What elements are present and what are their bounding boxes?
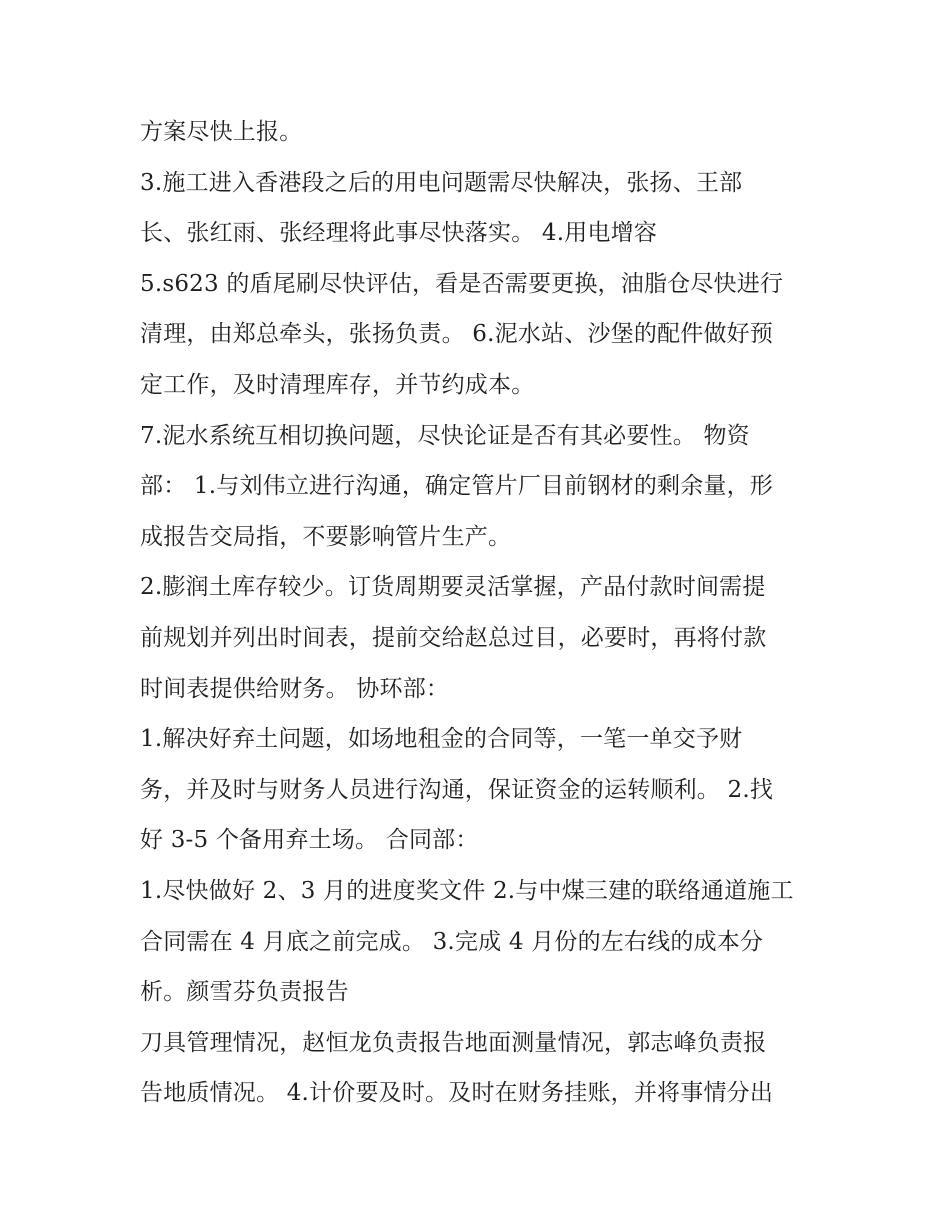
text-line: 清理，由郑总牵头，张扬负责。 6.泥水站、沙堡的配件做好预 [140,321,774,348]
text-line: 3.施工进入香港段之后的用电问题需尽快解决，张扬、王部 [140,169,743,196]
text-line: 好 3-5 个备用弃土场。 合同部： [140,827,479,854]
text-line: 时间表提供给财务。 协环部： [140,675,450,702]
text-line: 7.泥水系统互相切换问题，尽快论证是否有其必要性。 物资 [140,422,750,449]
text-line: 1.解决好弃土问题，如场地租金的合同等，一笔一单交予财 [140,726,743,753]
text-line: 2.膨润土库存较少。订货周期要灵活掌握，产品付款时间需提 [140,574,766,601]
text-line: 告地质情况。 4.计价要及时。及时在财务挂账，并将事情分出 [140,1080,774,1107]
document-body [140,107,820,1119]
text-line: 1.尽快做好 2、3 月的进度奖文件 2.与中煤三建的联络通道施工 [140,877,794,904]
text-line: 定工作，及时清理库存，并节约成本。 [140,371,535,398]
text-line: 5.s623 的盾尾刷尽快评估，看是否需要更换，油脂仓尽快进行 [140,270,784,297]
text-line: 务，并及时与财务人员进行沟通，保证资金的运转顺利。 2.找 [140,776,774,803]
text-line: 刀具管理情况，赵恒龙负责报告地面测量情况，郭志峰负责报 [140,1029,767,1056]
text-line: 成报告交局指，不要影响管片生产。 [140,523,512,550]
text-line: 合同需在 4 月底之前完成。 3.完成 4 月份的左右线的成本分 [140,928,764,955]
text-line: 部： 1.与刘伟立进行沟通，确定管片厂目前钢材的剩余量，形 [140,473,774,500]
text-line: 析。颜雪芬负责报告 [140,979,349,1006]
text-line: 长、张红雨、张经理将此事尽快落实。 4.用电增容 [140,220,658,247]
text-line: 前规划并列出时间表，提前交给赵总过目，必要时，再将付款 [140,624,767,651]
text-line: 方案尽快上报。 [140,119,303,145]
